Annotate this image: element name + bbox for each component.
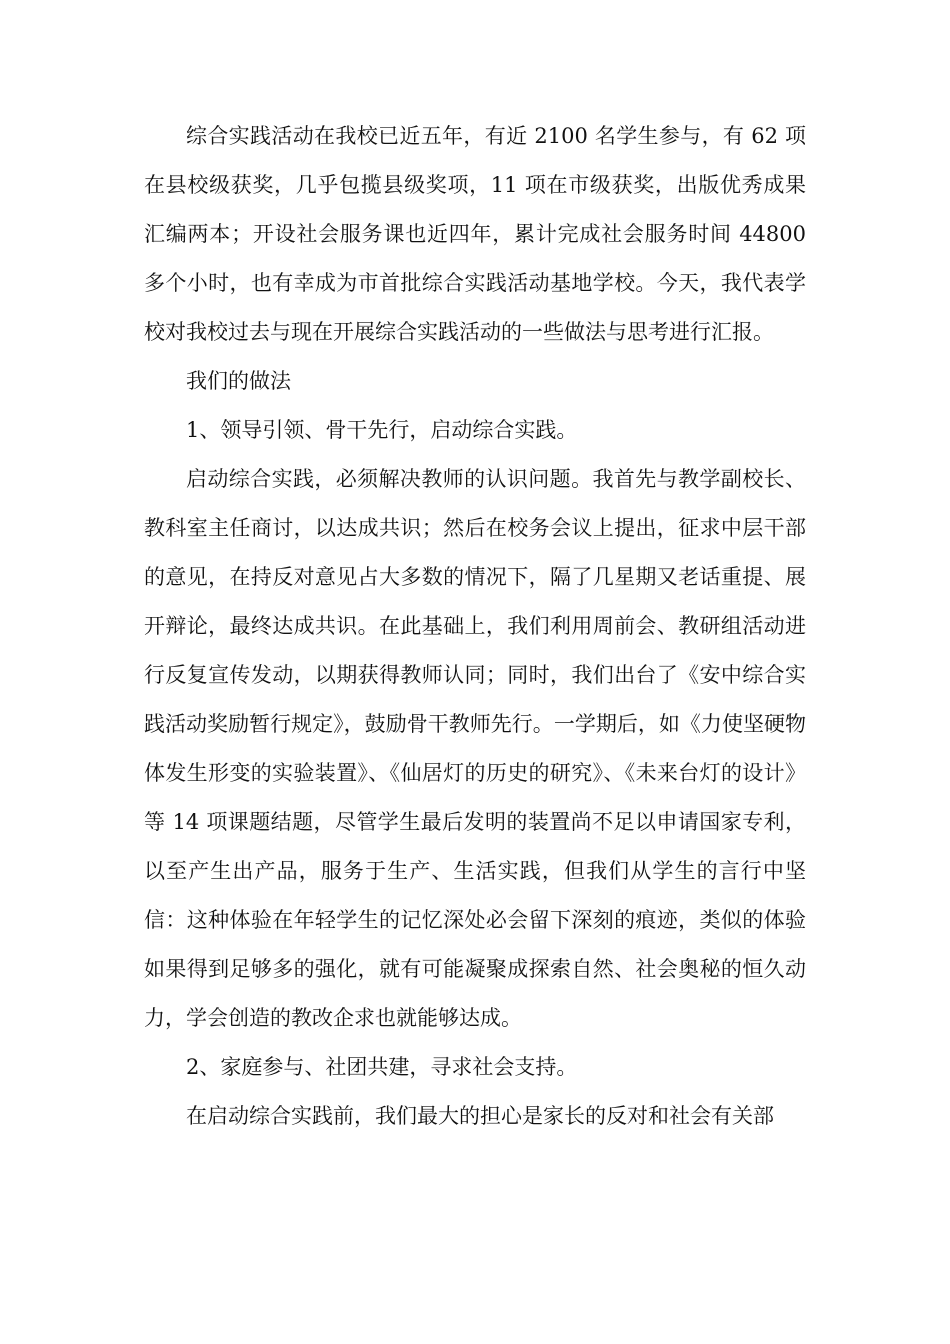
document-body [144, 112, 806, 1141]
subheading-2: 2、家庭参与、社团共建，寻求社会支持。 [186, 1055, 578, 1079]
subheading-1: 1、领导引领、骨干先行，启动综合实践。 [186, 418, 578, 442]
paragraph-1: 启动综合实践，必须解决教师的认识问题。我首先与教学副校长、教科室主任商讨，以达成共识；然后在校务会议上提出，征求中层干部的意见，在持反对意见占大多数的情况下，隔了几星期又老话重提、展开辩论，最终达成共识。在此基础上，我们利用周前会、教研组活动进行反复宣传发动，以期获得教师认同；同时，我们出台了《安中综合实践活动奖励暂行规定》，鼓励骨干教师先行。一学期后，如《力使坚硬物体发生形变的实验装置》、《仙居灯的历史的研究》、《未来台灯的设计》等 14 项课题结题，尽管学生最后发明的装置尚不足以申请国家专利，以至产生出产品，服务于生产、生活实践，但我们从学生的言行中坚信：这种体验在年轻学生的记忆深处必会留下深刻的痕迹，类似的体验如果得到足够多的强化，就有可能凝聚成探索自然、社会奥秘的恒久动力，学会创造的教改企求也就能够达成。 [144, 467, 806, 1030]
paragraph-2: 在启动综合实践前，我们最大的担心是家长的反对和社会有关部 [186, 1104, 774, 1128]
section-heading-our-practice: 我们的做法 [186, 369, 291, 393]
paragraph-intro: 综合实践活动在我校已近五年，有近 2100 名学生参与，有 62 项在县校级获奖，几乎包揽县级奖项，11 项在市级获奖，出版优秀成果汇编两本；开设社会服务课也近四年，累计完成社会服务时间 44800 多个小时，也有幸成为市首批综合实践活动基地学校。今天，我代表学校对我校过去与现在开展综合实践活动的一些做法与思考进行汇报。 [144, 124, 806, 344]
